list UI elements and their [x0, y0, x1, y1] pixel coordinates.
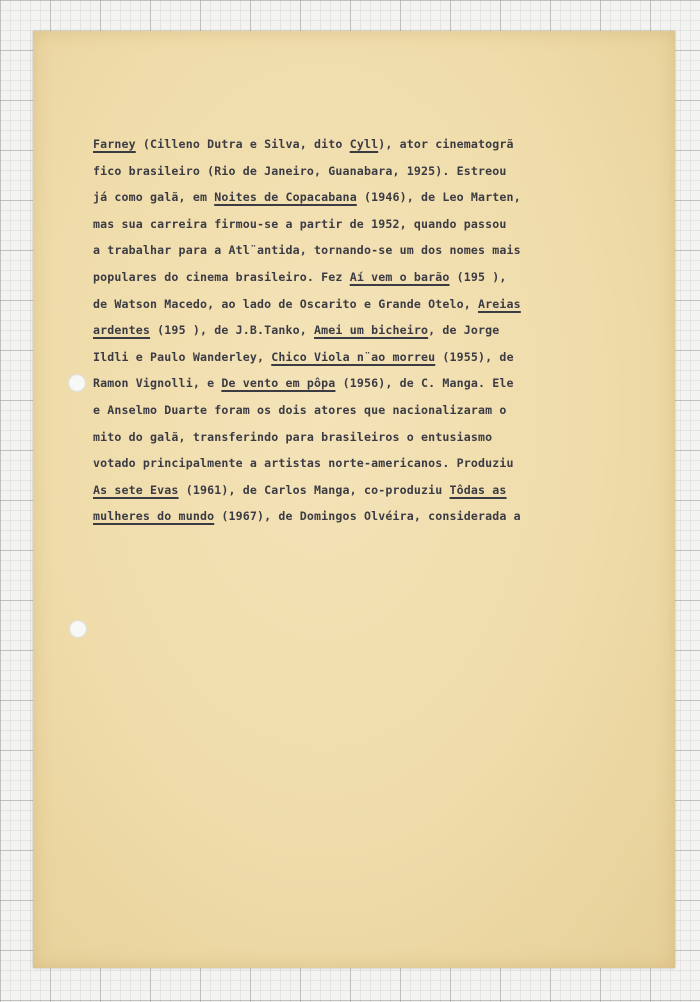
text-line	[93, 397, 623, 424]
text-line	[93, 264, 623, 291]
text-line	[93, 424, 623, 451]
text-segment: já como galã, em	[93, 190, 215, 205]
text-segment: votado principalmente a artistas norte-americanos. Produziu	[93, 456, 514, 471]
underlined-title: Amei um bicheiro	[314, 323, 429, 338]
text-line	[93, 317, 623, 344]
text-segment: Ramon Vignolli, e	[93, 376, 222, 391]
text-line	[93, 291, 623, 318]
text-segment: mito do galã, transferindo para brasileiros o entusiasmo	[93, 429, 493, 444]
text-segment: a trabalhar para a Atl¨antida, tornando-se um dos nomes mais	[93, 243, 521, 258]
text-segment: populares do cinema brasileiro. Fez	[93, 269, 350, 284]
text-segment: ), ator cinematogrã	[378, 137, 514, 151]
text-segment: (1946), de Leo Marten,	[356, 190, 521, 205]
text-line	[93, 158, 623, 185]
text-segment: (1955), de	[435, 349, 514, 364]
text-segment: (1961), de Carlos Manga, co-produziu	[178, 482, 450, 497]
text-segment: de Watson Macedo, ao lado de Oscarito e Grande Otelo,	[93, 296, 479, 311]
text-segment: fico brasileiro (Rio de Janeiro, Guanabara, 1925). Estreou	[93, 163, 507, 178]
punch-hole-upper	[68, 374, 86, 392]
underlined-title: As sete Evas	[93, 482, 179, 497]
text-line	[93, 211, 623, 238]
underlined-title: Aí vem o barão	[349, 269, 450, 284]
text-segment: (195 ),	[449, 269, 507, 284]
underlined-title: mulheres do mundo	[93, 509, 215, 524]
text-segment: , de Jorge	[428, 323, 500, 338]
underlined-title: Farney	[93, 137, 136, 151]
text-line	[93, 184, 623, 211]
text-segment: (1967), de Domingos Olvéira, considerada a	[214, 509, 521, 524]
underlined-title: Tôdas as	[449, 482, 507, 497]
text-segment: (1956), de C. Manga. Ele	[335, 376, 514, 391]
text-segment: (195 ), de J.B.Tanko,	[150, 323, 315, 338]
typed-text-block	[93, 131, 623, 530]
text-segment: Ildli e Paulo Wanderley,	[93, 349, 272, 364]
punch-hole-lower	[69, 620, 87, 638]
text-line	[93, 237, 623, 264]
underlined-title: Cyll	[349, 137, 379, 151]
text-line	[93, 131, 623, 158]
text-line	[93, 344, 623, 371]
underlined-title: ardentes	[93, 323, 151, 338]
text-segment: mas sua carreira firmou-se a partir de 1952, quando passou	[93, 216, 507, 231]
underlined-title: Noites de Copacabana	[214, 190, 357, 205]
underlined-title: Areias	[478, 296, 521, 311]
text-line	[93, 503, 623, 530]
text-segment: (Cilleno Dutra e Silva, dito	[135, 137, 350, 151]
text-line	[93, 477, 623, 504]
underlined-title: Chico Viola n¨ao morreu	[271, 349, 436, 364]
text-segment: e Anselmo Duarte foram os dois atores que nacionalizaram o	[93, 402, 507, 417]
typewritten-page	[33, 31, 675, 968]
text-line	[93, 370, 623, 397]
text-line	[93, 450, 623, 477]
underlined-title: De vento em pôpa	[221, 376, 336, 391]
